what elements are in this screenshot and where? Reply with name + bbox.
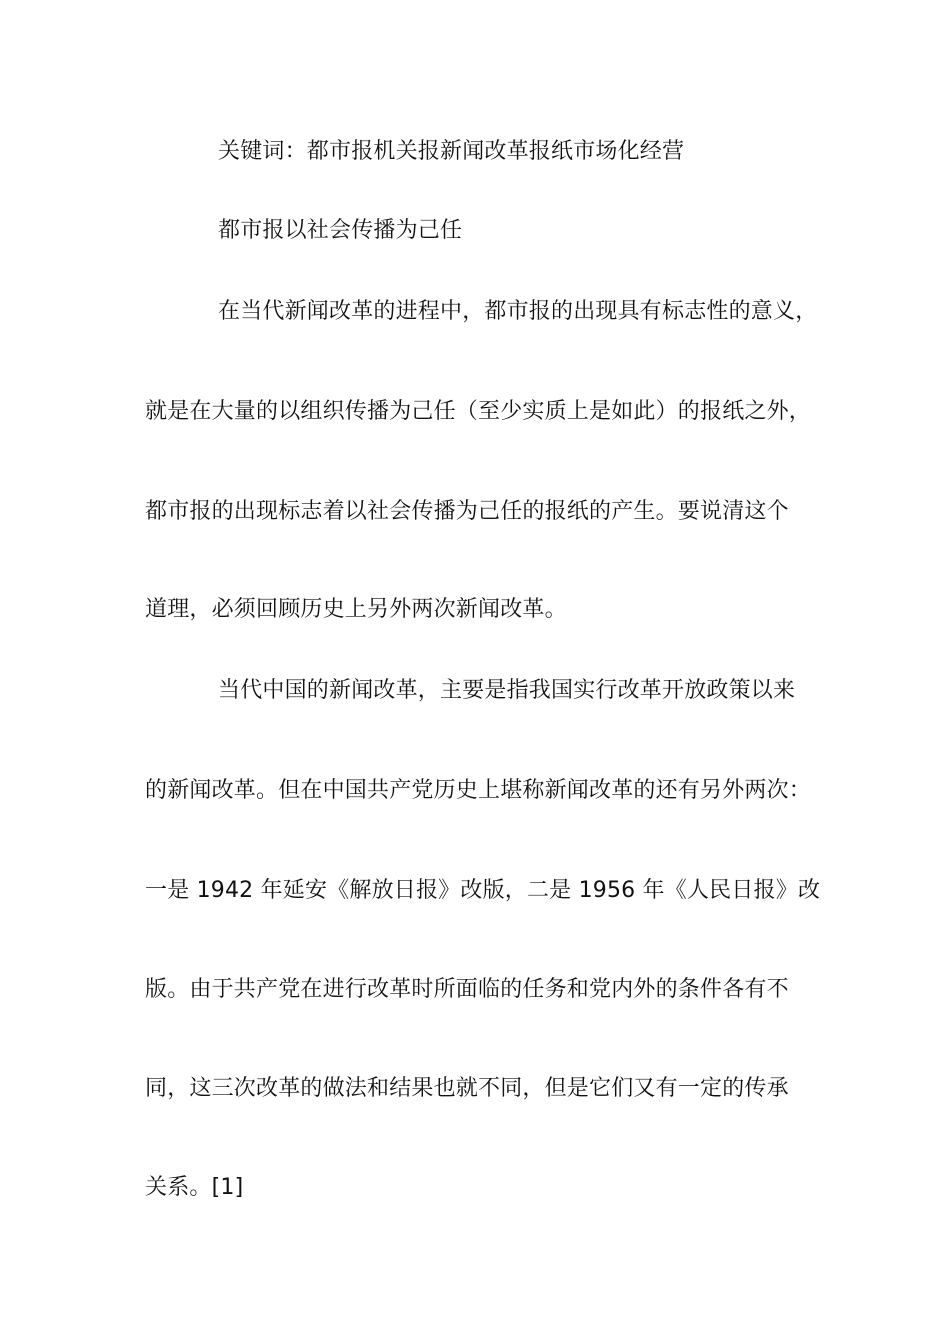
paragraph-1-line-2: 就是在大量的以组织传播为己任（至少实质上是如此）的报纸之外，	[145, 399, 812, 424]
paragraph-2-line-5: 同，这三次改革的做法和结果也就不同，但是它们又有一定的传承	[145, 1076, 789, 1101]
paragraph-2-line-1: 当代中国的新闻改革，主要是指我国实行改革开放政策以来	[218, 678, 796, 703]
paragraph-2-line-4: 版。由于共产党在进行改革时所面临的任务和党内外的条件各有不	[145, 977, 789, 1002]
paragraph-1-line-1: 在当代新闻改革的进程中，都市报的出现具有标志性的意义，	[218, 299, 818, 324]
paragraph-2-line-3: 一是 1942 年延安《解放日报》改版，二是 1956 年《人民日报》改	[145, 878, 821, 903]
paragraph-1-line-4: 道理，必须回顾历史上另外两次新闻改革。	[145, 597, 567, 622]
keywords-line: 关键词：都市报机关报新闻改革报纸市场化经营	[218, 139, 685, 164]
paragraph-1-line-3: 都市报的出现标志着以社会传播为己任的报纸的产生。要说清这个	[145, 499, 789, 524]
paragraph-2-line-2: 的新闻改革。但在中国共产党历史上堪称新闻改革的还有另外两次：	[145, 778, 812, 803]
paragraph-2-line-6: 关系。[1]	[145, 1175, 244, 1200]
section-heading: 都市报以社会传播为己任	[218, 218, 463, 243]
